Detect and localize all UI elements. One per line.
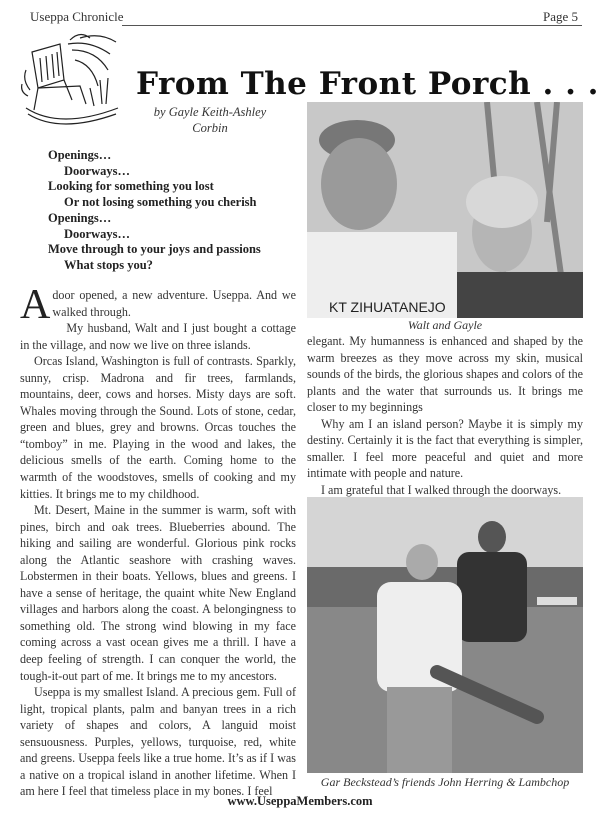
- poem-line: What stops you?: [64, 257, 153, 272]
- paragraph-continued: elegant. My humanness is enhanced and shaped by the warm breezes as they move across my skin, musical sounds of the birds, the glorious shapes and colors of the plants and the water that surrounds us. It brings me closer to my beginnings: [307, 334, 583, 415]
- poem-line: Or not losing something you cherish: [64, 195, 257, 210]
- paragraph: I am grateful that I walked through the doorways.: [321, 482, 562, 497]
- page-number: Page 5: [542, 9, 578, 24]
- paragraph-text: door opened, a new adventure. Useppa. And we walked through.: [52, 288, 296, 319]
- rocking-chair-logo-icon: [20, 30, 120, 130]
- shirt-text: KT ZIHUATANEJO: [329, 299, 446, 315]
- photo-caption: Gar Beckstead’s friends John Herring & Lambchop: [320, 775, 570, 789]
- poem-line: Doorways…: [64, 163, 130, 178]
- byline-author-surname: Corbin: [192, 121, 228, 135]
- byline: [140, 104, 280, 136]
- drop-cap: A: [20, 282, 51, 328]
- paragraph: Mt. Desert, Maine in the summer is warm, soft with pines, birch and oak trees. Blueberries abound. The hiking and sailing are wonderful. Glorious pink rocks along the Atlantic seashore with crashing waves. Lobstermen in their boats. Yellows, blues and greens. I have a sense of heritage, the quaint white New England villages and harbors along the coast. A belongingness to something old. The strong wind blowing in my face coming across a vast ocean gives me a thrill. I have a deep feeling of strength. I can conquer the world, the tough-it-out part of me. It brings me to my ancestors.: [20, 503, 296, 683]
- article-body-left: [20, 282, 296, 800]
- poem-line: Looking for something you lost: [48, 179, 214, 194]
- paragraph: Useppa is my smallest Island. A precious gem. Full of light, tropical plants, palm and banyan trees in a rich variety of shapes and colors, A languid moist sensuousness. Purples, yellows, turquoise, red, white and greens. Useppa feels like a true home. It’s as if I was a native on a tropical island in another lifetime. When I am here I feel that timeless place in my bones. I feel: [20, 685, 296, 799]
- article-title: From The Front Porch . . .: [136, 66, 599, 102]
- article-body-right: [307, 333, 583, 498]
- footer-website-link[interactable]: www.UseppaMembers.com: [227, 794, 373, 808]
- paragraph: Orcas Island, Washington is full of contrasts. Sparkly, sunny, crisp. Madrona and fir trees, farmlands, mountains, deer, cows and horses. Misty days are soft. Whales moving through the Sound. Lots of stone, cedar, green and blues, grey and browns. Orcas touches the “tomboy” in me. Playing in the wood and lakes, the delicious smells of the earth. Coming home to the warmth of the woodstoves, smells of cooking and my kitties. It brings me to my childhood.: [20, 354, 296, 501]
- poem-line: Openings…: [48, 148, 112, 162]
- poem-line: Openings…: [48, 210, 112, 225]
- byline-author: by Gayle Keith-Ashley: [153, 105, 267, 119]
- photo-fishing: [307, 497, 583, 773]
- publication-name: Useppa Chronicle: [30, 9, 124, 24]
- poem-line: Move through to your joys and passions: [48, 242, 261, 257]
- paragraph: My husband, Walt and I just bought a cottage in the village, and now we live on three islands.: [20, 321, 296, 352]
- photo-caption: Walt and Gayle: [407, 318, 483, 332]
- photo-walt-and-gayle: [307, 102, 583, 318]
- poem: [48, 148, 261, 274]
- paragraph: Why am I an island person? Maybe it is simply my destiny. Certainly it is the fact that everything is simpler, smaller. I feel more peaceful and quiet and more intimate with people and nature.: [307, 416, 583, 481]
- header-rule: [122, 25, 582, 26]
- poem-line: Doorways…: [64, 226, 130, 241]
- first-paragraph: [20, 282, 296, 328]
